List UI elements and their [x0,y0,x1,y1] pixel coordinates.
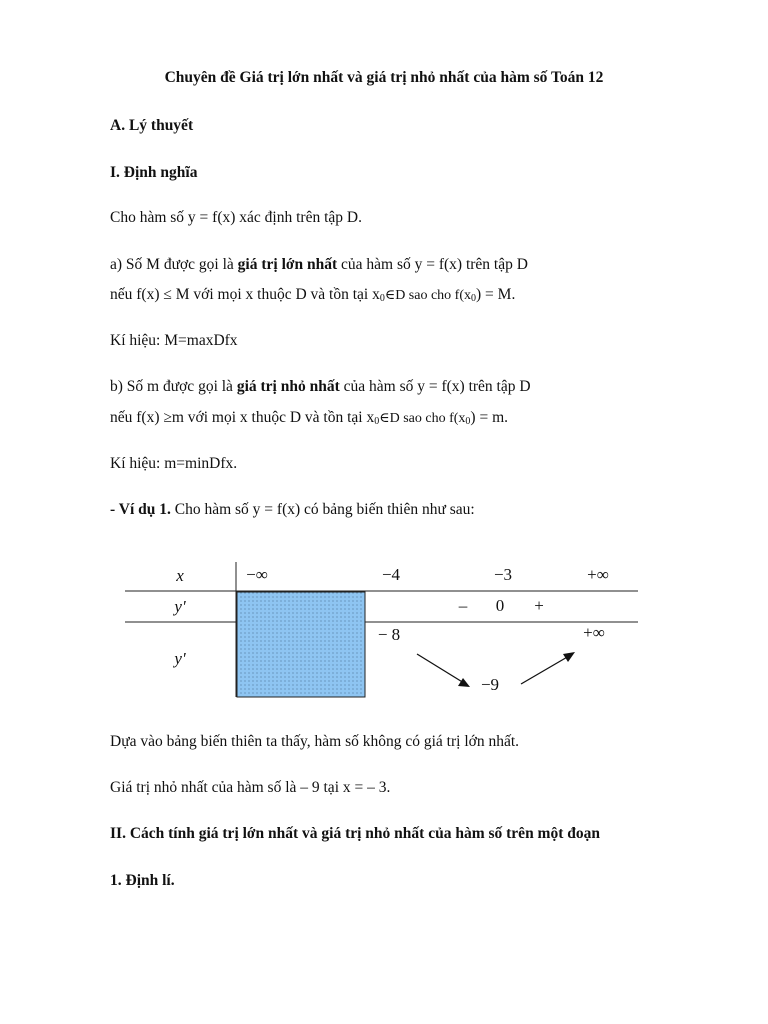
definition-max-term: giá trị lớn nhất [237,256,338,273]
definition-max-line-1 [110,256,528,274]
x-value: −3 [493,565,513,584]
definition-min-term: giá trị nhỏ nhất [236,378,340,395]
conclusion-no-max: Dựa vào bảng biến thiên ta thấy, hàm số không có giá trị lớn nhất. [110,733,520,750]
example-1 [110,501,475,519]
example-label: - Ví dụ 1. [110,501,171,518]
definition-min-condition: nếu f(x) ≥m với mọi x thuộc D và tồn tại x [110,409,375,426]
row-label-function: y' [174,649,186,668]
definition-max-line-2 [110,286,515,304]
document-title: Chuyên đề Giá trị lớn nhất và giá trị nhỏ nhất của hàm số Toán 12 [164,69,604,86]
subscript: 0 [374,416,380,427]
intro-paragraph: Cho hàm số y = f(x) xác định trên tập D. [110,209,362,226]
undefined-region [237,592,365,697]
conclusion-min: Giá trị nhỏ nhất của hàm số là – 9 tại x = – 3. [110,779,391,796]
subscript: 0 [379,293,385,304]
section-heading-a: A. Lý thuyết [110,117,194,134]
definition-min-condition-end: ) = m. [470,409,509,426]
definition-max-suffix: của hàm số y = f(x) trên tập D [337,256,528,273]
definition-max-condition: nếu f(x) ≤ M với mọi x thuộc D và tồn tại x [110,286,380,303]
x-value: +∞ [587,565,609,584]
subscript: 0 [471,293,477,304]
derivative-sign: + [534,596,544,615]
subscript: 0 [465,416,471,427]
decreasing-arrow [417,654,470,687]
function-value: − 8 [377,625,401,644]
definition-max-prefix: a) Số M được gọi là [110,256,238,273]
subsection-heading-theorem: 1. Định lí. [110,872,175,889]
increasing-arrow [521,652,575,684]
row-label-x: x [176,566,184,585]
function-value: +∞ [583,623,605,642]
derivative-sign: 0 [495,596,505,615]
function-value: −9 [480,675,500,694]
x-value: −4 [381,565,401,584]
definition-min-line-1 [110,378,531,396]
section-heading-method: II. Cách tính giá trị lớn nhất và giá trị nhỏ nhất của hàm số trên một đoạn [110,825,600,842]
derivative-sign: – [458,596,468,615]
notation-min: Kí hiệu: m=minDfx. [110,455,238,472]
notation-max: Kí hiệu: M=maxDfx [110,332,238,349]
definition-min-suffix: của hàm số y = f(x) trên tập D [339,378,531,395]
definition-max-condition-end: ) = M. [476,286,516,303]
definition-min-line-2 [110,409,508,427]
section-heading-definition: I. Định nghĩa [110,164,198,181]
definition-max-condition-mid: ∈D sao cho f(x [384,288,472,303]
example-text: Cho hàm số y = f(x) có bảng biến thiên như sau: [170,501,475,518]
x-value: −∞ [246,565,268,584]
definition-min-condition-mid: ∈D sao cho f(x [379,411,466,426]
row-label-derivative: y' [174,597,186,616]
definition-min-prefix: b) Số m được gọi là [110,378,237,395]
